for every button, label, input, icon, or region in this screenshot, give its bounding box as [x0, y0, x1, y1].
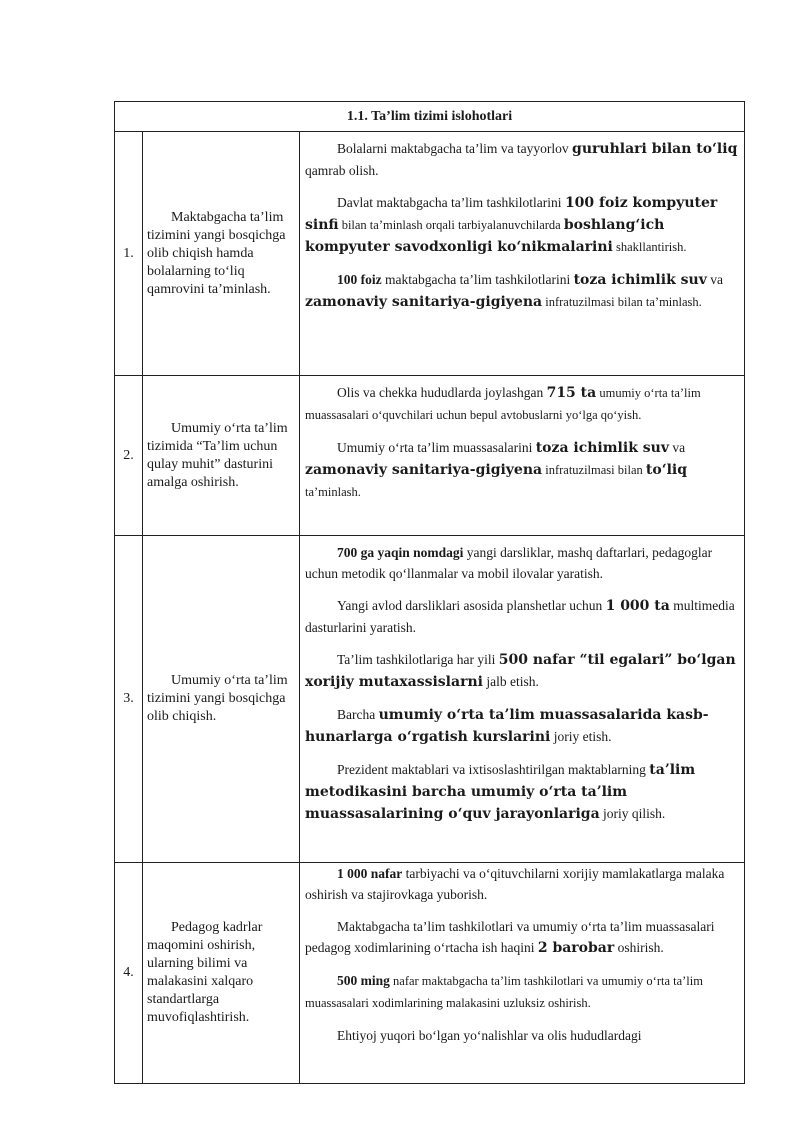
task-emphasis: toza ichimlik suv: [573, 272, 707, 288]
tasks-cell: [300, 132, 745, 376]
task-emphasis: boshlang‘ich kompyuter savodxonligi ko‘nikmalarini: [305, 217, 665, 255]
task-text: Ehtiyoj yuqori bo‘lgan yo‘nalishlar va olis hududlardagi: [337, 1028, 642, 1043]
task-emphasis: 2 barobar: [537, 940, 615, 956]
tasks-cell: [300, 376, 745, 536]
section-title: 1.1. Ta’lim tizimi islohotlari: [115, 102, 745, 132]
row-number: 1.: [115, 132, 143, 376]
task-emphasis: 715 ta: [546, 385, 597, 401]
task-text: joriy qilish.: [599, 806, 666, 821]
task-text: nafar maktabgacha ta’lim tashkilotlari va umumiy o‘rta ta’lim muassasalari xodimlarining malakasini uzluksiz oshirish.: [305, 974, 703, 1010]
row-number: 4.: [115, 863, 143, 1084]
reforms-table: [114, 101, 745, 1084]
task-text: tarbiyachi va o‘qituvchilarni xorijiy mamlakatlarga malaka oshirish va stajirovkaga yuborish.: [305, 866, 725, 902]
task-paragraph: [305, 863, 740, 905]
task-paragraph: [305, 1025, 740, 1046]
task-text: ta’minlash.: [305, 485, 361, 499]
task-text: Yangi avlod darsliklari asosida planshetlar uchun: [337, 598, 606, 613]
task-text: bilan ta’minlash orqali tarbiyalanuvchilarda: [338, 218, 564, 232]
task-text: va: [706, 272, 723, 287]
task-text: joriy etish.: [550, 729, 612, 744]
task-text: qamrab olish.: [305, 163, 379, 178]
task-text: Olis va chekka hududlarda joylashgan: [337, 385, 547, 400]
task-emphasis: zamonaviy sanitariya-gigiyena: [305, 462, 543, 478]
task-text: Davlat maktabgacha ta’lim tashkilotlarini: [337, 195, 565, 210]
goal-text: Umumiy o‘rta ta’lim tizimida “Ta’lim uchun qulay muhit” dasturini amalga oshirish.: [147, 420, 288, 490]
task-paragraph: [305, 138, 740, 181]
task-paragraph: [305, 649, 740, 693]
task-emphasis: 700 ga yaqin nomdagi: [337, 545, 464, 560]
task-text: infratuzilmasi bilan ta’minlash.: [542, 295, 702, 309]
task-paragraph: [305, 192, 740, 258]
task-text: Prezident maktablari va ixtisoslashtirilgan maktablarning: [337, 762, 650, 777]
goal-text: Pedagog kadrlar maqomini oshirish, ularning bilimi va malakasini xalqaro standartlarga muvofiqlashtirish.: [147, 920, 263, 1025]
row-number: 2.: [115, 376, 143, 536]
task-text: Umumiy o‘rta ta’lim muassasalarini: [337, 440, 536, 455]
task-paragraph: [305, 595, 740, 638]
task-emphasis: ta’lim metodikasini barcha umumiy o‘rta ta’lim muassasalarining o‘quv jarayonlariga: [305, 762, 696, 822]
task-emphasis: toza ichimlik suv: [535, 440, 669, 456]
goal-cell: [143, 132, 300, 376]
task-paragraph: [305, 382, 740, 426]
task-text: jalb etish.: [482, 674, 539, 689]
section-header-row: [115, 102, 745, 132]
goal-text: Maktabgacha ta’lim tizimini yangi bosqichga olib chiqish hamda bolalarning to‘liq qamrovini ta’minlash.: [147, 209, 286, 297]
task-text: Maktabgacha ta’lim tashkilotlari va umumiy o‘rta ta’lim muassasalari pedagog xodimlarining o‘rtacha ish haqini: [305, 919, 715, 955]
task-text: maktabgacha ta’lim tashkilotlarini: [381, 272, 574, 287]
task-emphasis: guruhlari bilan to‘liq: [572, 141, 738, 157]
goal-cell: [143, 536, 300, 863]
task-paragraph: [305, 542, 740, 584]
task-text: oshirish.: [614, 940, 664, 955]
task-emphasis: 500 ming: [337, 973, 390, 988]
goal-cell: [143, 376, 300, 536]
goal-cell: [143, 863, 300, 1084]
task-emphasis: zamonaviy sanitariya-gigiyena: [305, 294, 543, 310]
tasks-cell: [300, 863, 745, 1084]
row-number: 3.: [115, 536, 143, 863]
task-paragraph: [305, 759, 740, 825]
task-emphasis: 1 000 nafar: [337, 866, 403, 881]
task-emphasis: to‘liq: [645, 462, 687, 478]
table-row: [115, 536, 745, 863]
task-text: Ta’lim tashkilotlariga har yili: [337, 652, 499, 667]
tasks-cell: [300, 536, 745, 863]
task-emphasis: umumiy o‘rta ta’lim muassasalarida kasb-hunarlarga o‘rgatish kurslarini: [305, 707, 709, 745]
task-paragraph: [305, 916, 740, 959]
task-text: Bolalarni maktabgacha ta’lim va tayyorlov: [337, 141, 573, 156]
task-text: shakllantirish.: [612, 240, 687, 254]
task-paragraph: [305, 269, 740, 313]
task-text: Barcha: [337, 707, 379, 722]
table-row: [115, 863, 745, 1084]
task-paragraph: [305, 970, 740, 1014]
task-text: yangi darsliklar, mashq daftarlari, pedagoglar uchun metodik qo‘llanmalar va mobil ilovalar yaratish.: [305, 545, 713, 581]
task-text: va: [668, 440, 686, 455]
table-row: [115, 132, 745, 376]
task-emphasis: 100 foiz kompyuter sinfi: [305, 195, 718, 233]
table-row: [115, 376, 745, 536]
task-text: umumiy o‘rta ta’lim muassasalari o‘quvchilari uchun bepul avtobuslarni yo‘lga qo‘yish.: [305, 386, 701, 422]
task-emphasis: 500 nafar “til egalari” bo‘lgan xorijiy mutaxassislarni: [305, 652, 736, 690]
task-text: infratuzilmasi bilan: [542, 463, 646, 477]
task-paragraph: [305, 704, 740, 748]
task-paragraph: [305, 437, 740, 503]
task-emphasis: 100 foiz: [337, 272, 382, 287]
task-emphasis: 1 000 ta: [605, 598, 670, 614]
goal-text: Umumiy o‘rta ta’lim tizimini yangi bosqichga olib chiqish.: [147, 673, 288, 724]
task-text: multimedia dasturlarini yaratish.: [305, 598, 735, 635]
